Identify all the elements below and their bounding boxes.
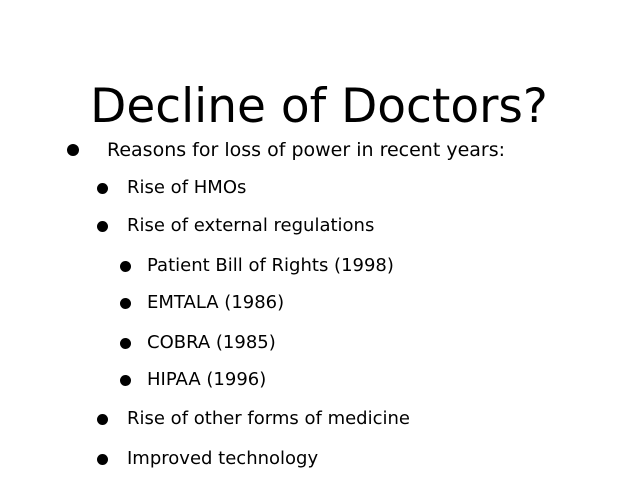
bullet-text: Reasons for loss of power in recent years: [107,139,506,161]
bullet-text: COBRA (1985) [147,332,276,353]
bullet-text: Rise of other forms of medicine [127,408,410,429]
bullet-icon [120,298,131,309]
bullet-text: HIPAA (1996) [147,369,267,390]
bullet-icon [67,144,79,156]
bullet-icon [97,183,108,194]
bullet-text: Improved technology [127,448,319,469]
bullet-text: Rise of external regulations [127,215,375,236]
bullet-icon [120,375,131,386]
bullet-icon [120,261,131,272]
bullet-icon [97,414,108,425]
bullet-icon [97,454,108,465]
bullet-icon [97,221,108,232]
slide-title: Decline of Doctors? [90,79,548,135]
bullet-text: EMTALA (1986) [147,292,285,313]
bullet-text: Patient Bill of Rights (1998) [147,255,394,276]
bullet-icon [120,338,131,349]
bullet-text: Rise of HMOs [127,177,247,198]
